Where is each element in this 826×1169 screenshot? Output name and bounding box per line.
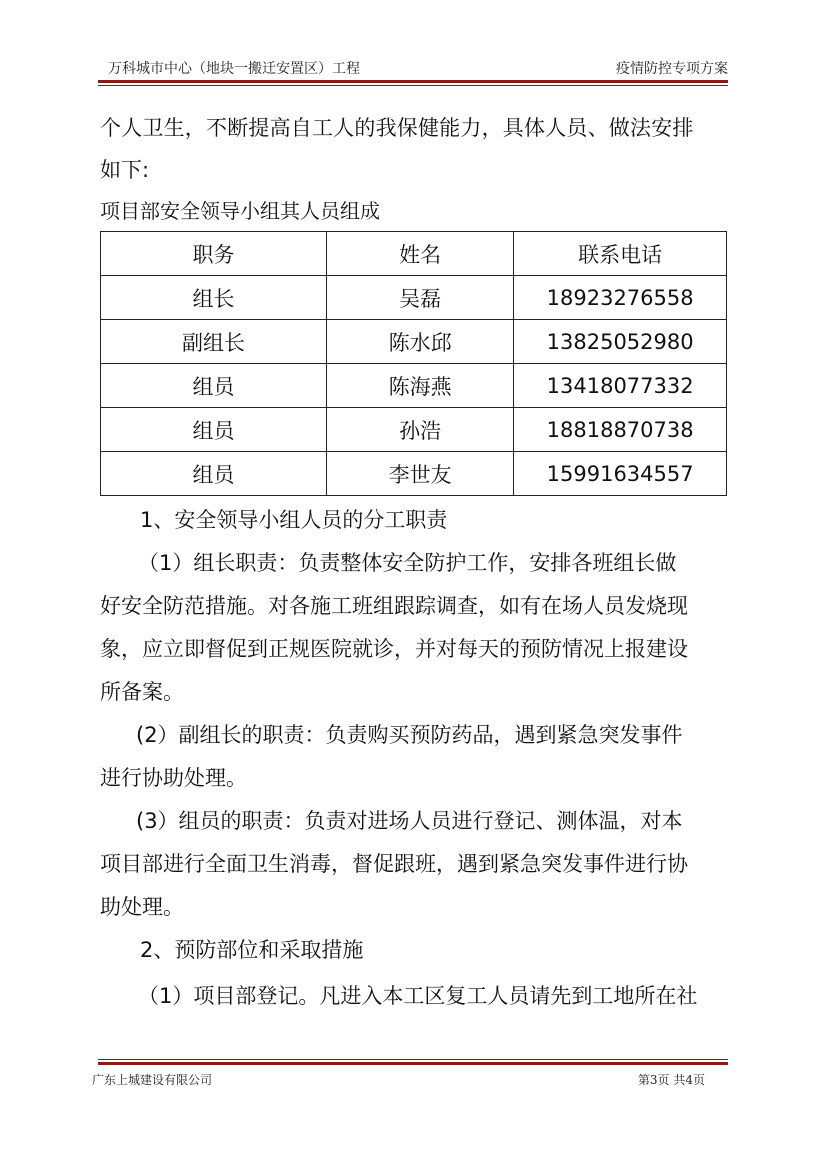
paragraph-line: （1）组长职责：负责整体安全防护工作，安排各班组长做 — [138, 551, 677, 575]
paragraph-line: 所备案。 — [100, 680, 184, 704]
table-header-cell: 职务 — [101, 232, 327, 276]
table-cell-role: 副组长 — [101, 320, 327, 364]
table-row — [101, 320, 727, 364]
footer-rule-thick — [98, 1062, 728, 1065]
table-cell-name: 陈海燕 — [327, 364, 514, 408]
header-rule-thin — [98, 85, 728, 86]
footer-rule-thin — [98, 1059, 728, 1060]
table-row — [101, 276, 727, 320]
footer-company: 广东上城建设有限公司 — [92, 1073, 213, 1087]
table-header-cell: 联系电话 — [514, 232, 727, 276]
table-cell-name: 孙浩 — [327, 408, 514, 452]
table-cell-name: 吴磊 — [327, 276, 514, 320]
table-row — [101, 408, 727, 452]
header-document-title: 疫情防控专项方案 — [616, 61, 728, 77]
header-rule-thick — [98, 80, 728, 83]
table-row — [101, 364, 727, 408]
paragraph-line: 象，应立即督促到正规医院就诊，并对每天的预防情况上报建设 — [100, 637, 688, 661]
table-header-cell: 姓名 — [327, 232, 514, 276]
paragraph-line: (2）副组长的职责：负责购买预防药品，遇到紧急突发事件 — [136, 723, 683, 747]
paragraph-line: 助处理。 — [100, 895, 184, 919]
footer-page-number: 第3页 共4页 — [637, 1073, 705, 1087]
section-heading: 1、安全领导小组人员的分工职责 — [140, 508, 448, 532]
table-cell-name: 陈水邱 — [327, 320, 514, 364]
table-cell-phone: 18923276558 — [514, 276, 727, 320]
paragraph-line: 个人卫生，不断提高自工人的我保健能力，具体人员、做法安排 — [100, 116, 694, 140]
table-cell-role: 组员 — [101, 364, 327, 408]
paragraph-line: （1）项目部登记。凡进入本工区复工人员请先到工地所在社 — [138, 984, 698, 1008]
paragraph-line: 项目部进行全面卫生消毒，督促跟班，遇到紧急突发事件进行协 — [100, 852, 688, 876]
table-cell-role: 组长 — [101, 276, 327, 320]
header-project-name: 万科城市中心（地块一搬迁安置区）工程 — [108, 61, 360, 77]
paragraph-line: 进行协助处理。 — [100, 766, 247, 790]
table-header-row — [101, 232, 727, 276]
table-cell-phone: 18818870738 — [514, 408, 727, 452]
paragraph-line: (3）组员的职责：负责对进场人员进行登记、测体温，对本 — [136, 809, 683, 833]
table-cell-phone: 13825052980 — [514, 320, 727, 364]
staff-table — [100, 231, 727, 496]
table-cell-role: 组员 — [101, 452, 327, 496]
section-heading: 2、预防部位和采取措施 — [140, 938, 364, 962]
table-cell-phone: 13418077332 — [514, 364, 727, 408]
table-cell-role: 组员 — [101, 408, 327, 452]
table-cell-name: 李世友 — [327, 452, 514, 496]
paragraph-line: 好安全防范措施。对各施工班组跟踪调查，如有在场人员发烧现 — [100, 594, 688, 618]
table-cell-phone: 15991634557 — [514, 452, 727, 496]
table-row — [101, 452, 727, 496]
table-caption: 项目部安全领导小组其人员组成 — [100, 199, 380, 223]
paragraph-line: 如下: — [100, 158, 150, 182]
